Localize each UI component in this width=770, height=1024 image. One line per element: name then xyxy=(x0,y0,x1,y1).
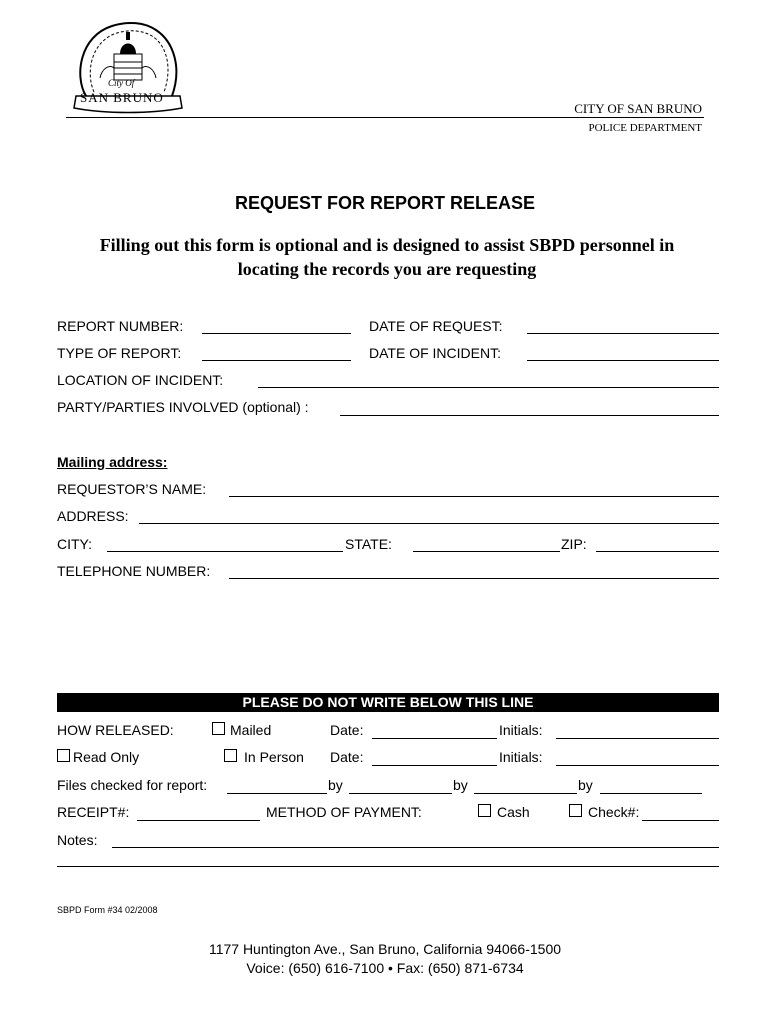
initials-label-2: Initials: xyxy=(499,749,543,765)
footer-address: 1177 Huntington Ave., San Bruno, California 94066-1500 xyxy=(208,941,562,957)
by-label-1: by xyxy=(328,777,343,793)
requestor-name-label: REQUESTOR’S NAME: xyxy=(57,481,207,497)
state-label: STATE: xyxy=(345,536,392,552)
report-number-label: REPORT NUMBER: xyxy=(57,318,184,334)
parties-field[interactable] xyxy=(340,415,719,416)
date-label-1: Date: xyxy=(330,722,364,738)
files-checked-field-1[interactable] xyxy=(227,793,327,794)
form-id: SBPD Form #34 02/2008 xyxy=(57,905,158,915)
state-field[interactable] xyxy=(413,551,560,552)
receipt-field[interactable] xyxy=(137,820,260,821)
address-field[interactable] xyxy=(139,523,719,524)
notes-field-1[interactable] xyxy=(112,847,719,848)
page-title: REQUEST FOR REPORT RELEASE xyxy=(234,193,536,213)
files-checked-label: Files checked for report: xyxy=(57,777,208,793)
header-department: POLICE DEPARTMENT xyxy=(588,122,702,134)
logo-text-top: City Of xyxy=(108,78,135,88)
date-of-request-field[interactable] xyxy=(527,333,719,334)
subtitle-line1: Filling out this form is optional and is designed to assist SBPD personnel in xyxy=(99,235,675,255)
notes-label: Notes: xyxy=(57,832,98,848)
cash-checkbox[interactable] xyxy=(478,804,491,817)
logo-text-bottom: SAN BRUNO xyxy=(80,90,164,105)
by-label-2: by xyxy=(453,777,468,793)
city-label: CITY: xyxy=(57,536,93,552)
read-only-label: Read Only xyxy=(73,749,140,765)
by-label-3: by xyxy=(578,777,593,793)
header-rule xyxy=(66,117,704,118)
files-checked-field-4[interactable] xyxy=(600,793,702,794)
initials-label-1: Initials: xyxy=(499,722,543,738)
method-of-payment-label: METHOD OF PAYMENT: xyxy=(266,804,422,820)
city-field[interactable] xyxy=(107,551,343,552)
in-person-checkbox[interactable] xyxy=(224,749,237,762)
mailed-checkbox[interactable] xyxy=(212,722,225,735)
files-checked-field-2[interactable] xyxy=(349,793,452,794)
office-use-banner: PLEASE DO NOT WRITE BELOW THIS LINE xyxy=(57,693,719,712)
initials-field-1[interactable] xyxy=(556,738,719,739)
read-only-checkbox[interactable] xyxy=(57,749,70,762)
initials-field-2[interactable] xyxy=(556,765,719,766)
zip-label: ZIP: xyxy=(561,536,587,552)
files-checked-field-3[interactable] xyxy=(474,793,577,794)
date-field-2[interactable] xyxy=(372,765,497,766)
subtitle-line2: locating the records you are requesting xyxy=(237,259,537,279)
date-of-request-label: DATE OF REQUEST: xyxy=(369,318,503,334)
date-label-2: Date: xyxy=(330,749,364,765)
telephone-label: TELEPHONE NUMBER: xyxy=(57,563,211,579)
date-of-incident-label: DATE OF INCIDENT: xyxy=(369,345,501,361)
address-label: ADDRESS: xyxy=(57,508,129,524)
mailing-heading: Mailing address: xyxy=(57,454,168,470)
date-of-incident-field[interactable] xyxy=(527,360,719,361)
mailed-label: Mailed xyxy=(230,722,272,738)
type-of-report-label: TYPE OF REPORT: xyxy=(57,345,182,361)
footer-contact: Voice: (650) 616-7100 • Fax: (650) 871-6734 xyxy=(246,960,524,976)
receipt-label: RECEIPT#: xyxy=(57,804,130,820)
telephone-field[interactable] xyxy=(229,578,719,579)
location-field[interactable] xyxy=(258,387,719,388)
type-of-report-field[interactable] xyxy=(202,360,351,361)
zip-field[interactable] xyxy=(596,551,719,552)
check-checkbox[interactable] xyxy=(569,804,582,817)
check-number-field[interactable] xyxy=(642,820,719,821)
notes-field-2[interactable] xyxy=(57,866,719,867)
in-person-label: In Person xyxy=(244,749,304,765)
cash-label: Cash xyxy=(497,804,530,820)
report-number-field[interactable] xyxy=(202,333,351,334)
header-city: CITY OF SAN BRUNO xyxy=(574,101,702,116)
date-field-1[interactable] xyxy=(372,738,497,739)
requestor-name-field[interactable] xyxy=(229,496,719,497)
check-label: Check#: xyxy=(588,804,640,820)
location-label: LOCATION OF INCIDENT: xyxy=(57,372,224,388)
how-released-label: HOW RELEASED: xyxy=(57,722,174,738)
parties-label: PARTY/PARTIES INVOLVED (optional) : xyxy=(57,399,309,415)
